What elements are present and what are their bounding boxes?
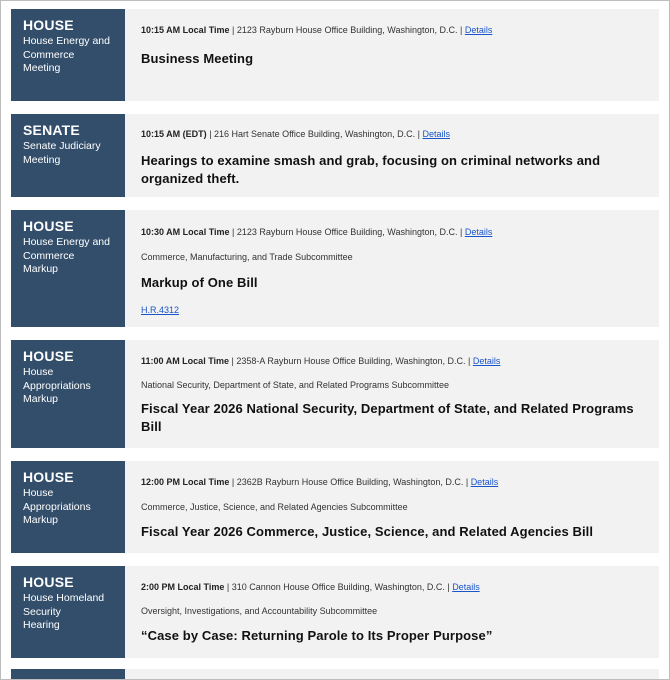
chamber-label: SENATE	[23, 122, 80, 138]
event-time: 12:00 PM Local Time	[141, 477, 230, 487]
event-content	[141, 461, 647, 541]
bill-link[interactable]: H.R.4312	[141, 305, 180, 315]
chamber-label: HOUSE	[23, 348, 74, 364]
chamber-label: HOUSE	[23, 574, 74, 590]
event-title: Hearings to examine smash and grab, focusing on criminal networks and organized theft.	[141, 153, 601, 186]
event-type-label: Markup	[23, 393, 59, 405]
event-chamber-panel	[11, 566, 125, 658]
event-time: 10:15 AM (EDT)	[141, 129, 207, 139]
details-link[interactable]: Details	[464, 25, 493, 35]
event-content	[141, 340, 647, 436]
event-title: Business Meeting	[141, 51, 254, 66]
event-type-label: Markup	[23, 514, 59, 526]
event-chamber-panel	[11, 210, 125, 327]
event-card	[11, 210, 659, 327]
subcommittee-label: Commerce, Manufacturing, and Trade Subcommittee	[141, 252, 353, 262]
event-card	[11, 9, 659, 101]
details-link[interactable]: Details	[472, 356, 501, 366]
event-chamber-panel	[11, 9, 125, 101]
event-meta	[141, 24, 647, 36]
details-link[interactable]: Details	[452, 582, 480, 592]
subcommittee-label: National Security, Department of State, and Related Programs Subcommittee	[141, 380, 449, 390]
event-title: Fiscal Year 2026 National Security, Department of State, and Related Programs Bill	[141, 401, 634, 434]
event-type-label: Hearing	[23, 619, 60, 631]
event-type-label: Meeting	[23, 62, 61, 74]
next-event-chamber-panel-partial	[11, 669, 125, 680]
event-meta	[141, 476, 647, 488]
event-title: Markup of One Bill	[141, 275, 258, 290]
committee-label: House Homeland Security	[23, 592, 105, 618]
committee-label: House Energy and Commerce	[23, 35, 110, 61]
event-location: | 2123 Rayburn House Office Building, Washington, D.C. |	[229, 25, 465, 35]
event-time: 11:00 AM Local Time	[141, 356, 230, 366]
details-link[interactable]: Details	[422, 129, 450, 139]
chamber-label: HOUSE	[23, 17, 74, 33]
event-title: Fiscal Year 2026 Commerce, Justice, Science, and Related Agencies Bill	[141, 524, 594, 539]
event-location: | 2362B Rayburn House Office Building, Washington, D.C. |	[229, 477, 471, 487]
event-meta	[141, 128, 647, 140]
event-time: 10:15 AM Local Time	[141, 25, 230, 35]
event-type-label: Markup	[23, 263, 59, 275]
event-time: 2:00 PM Local Time	[141, 582, 225, 592]
event-location: | 2123 Rayburn House Office Building, Washington, D.C. |	[229, 227, 465, 237]
chamber-label: HOUSE	[23, 218, 74, 234]
event-content	[141, 210, 647, 318]
event-card	[11, 461, 659, 553]
event-content	[141, 114, 647, 188]
chamber-label: HOUSE	[23, 469, 74, 485]
event-card	[11, 114, 659, 197]
event-card	[11, 340, 659, 448]
subcommittee-label: Oversight, Investigations, and Accountability Subcommittee	[141, 606, 378, 616]
event-chamber-panel	[11, 114, 125, 197]
event-time: 10:30 AM Local Time	[141, 227, 230, 237]
details-link[interactable]: Details	[470, 477, 499, 487]
event-card	[11, 566, 659, 658]
event-chamber-panel	[11, 340, 125, 448]
event-location: | 2358-A Rayburn House Office Building, Washington, D.C. |	[229, 356, 473, 366]
event-content	[141, 9, 647, 68]
next-event-card-partial	[125, 669, 659, 680]
committee-label: House Appropriations	[23, 487, 91, 513]
committee-label: House Energy and Commerce	[23, 236, 110, 262]
event-meta	[141, 226, 647, 238]
event-type-label: Meeting	[23, 153, 61, 166]
committee-label: House Appropriations	[23, 366, 91, 392]
event-meta	[141, 581, 647, 593]
event-chamber-panel	[11, 461, 125, 553]
event-location: | 310 Cannon House Office Building, Washington, D.C. |	[224, 582, 453, 592]
event-title: “Case by Case: Returning Parole to Its Proper Purpose”	[141, 628, 493, 643]
details-link[interactable]: Details	[464, 227, 493, 237]
event-content	[141, 566, 647, 645]
event-location: | 216 Hart Senate Office Building, Washington, D.C. |	[206, 129, 423, 139]
event-meta	[141, 355, 647, 367]
committee-label: Senate Judiciary	[23, 140, 101, 152]
subcommittee-label: Commerce, Justice, Science, and Related Agencies Subcommittee	[141, 502, 408, 512]
